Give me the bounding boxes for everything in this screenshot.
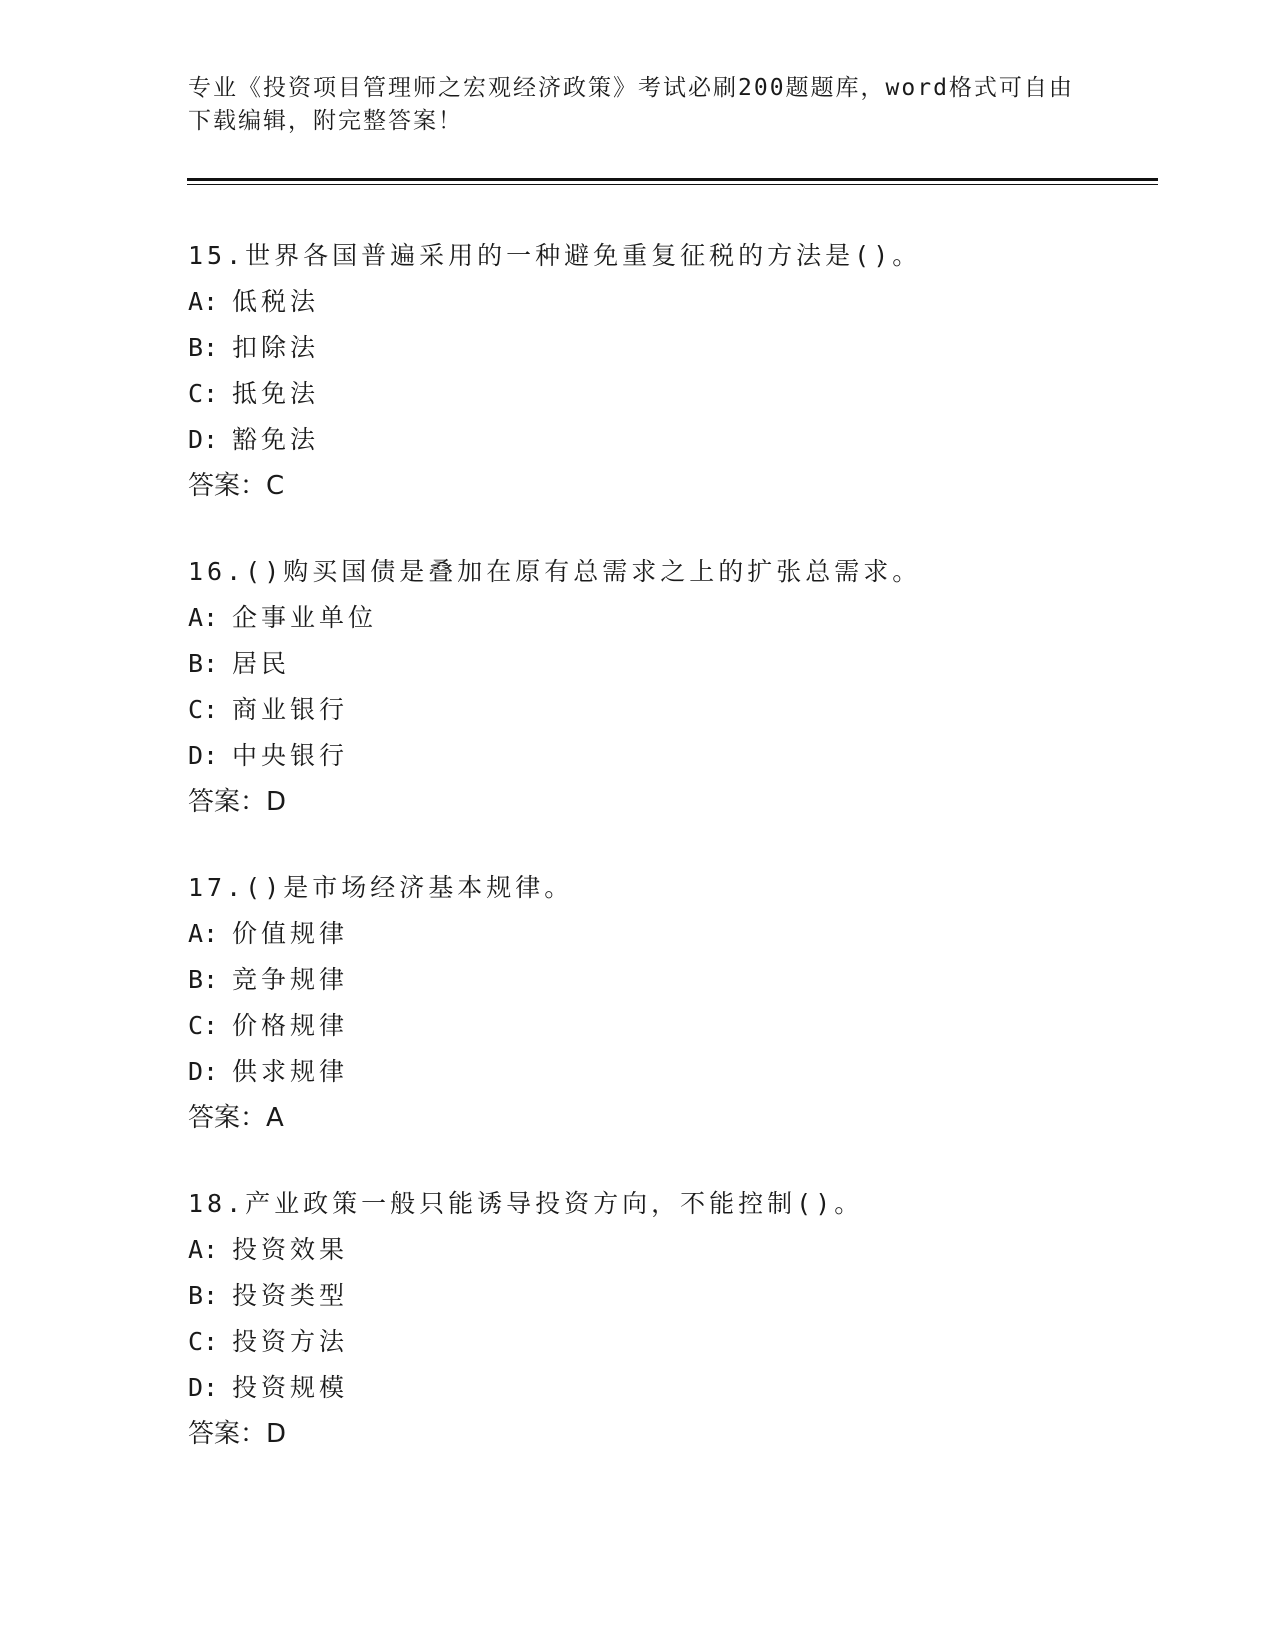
option-c	[188, 371, 1148, 417]
header-divider-thick	[187, 178, 1158, 181]
option-key: D:	[188, 1373, 219, 1402]
question-block-16	[188, 549, 1148, 825]
option-d	[188, 1049, 1148, 1095]
option-text: 企事业单位	[232, 603, 378, 632]
option-text: 价格规律	[232, 1011, 349, 1040]
option-text: 投资方法	[232, 1327, 349, 1356]
question-stem: 16.()购买国债是叠加在原有总需求之上的扩张总需求。	[188, 557, 922, 586]
option-a	[188, 911, 1148, 957]
option-key: C:	[188, 379, 219, 408]
header-line-2: 下载编辑，附完整答案！	[188, 108, 463, 134]
option-text: 价值规律	[232, 919, 349, 948]
header-divider-thin	[187, 184, 1158, 185]
option-key: B:	[188, 965, 219, 994]
option-d	[188, 733, 1148, 779]
question-stem: 18.产业政策一般只能诱导投资方向，不能控制()。	[188, 1189, 864, 1218]
answer-line: 答案：A	[188, 1103, 284, 1133]
option-c	[188, 687, 1148, 733]
option-key: B:	[188, 333, 219, 362]
option-text: 豁免法	[232, 425, 320, 454]
option-d	[188, 1365, 1148, 1411]
option-b	[188, 1273, 1148, 1319]
option-key: D:	[188, 1057, 219, 1086]
option-text: 竞争规律	[232, 965, 349, 994]
option-key: B:	[188, 1281, 219, 1310]
option-key: D:	[188, 741, 219, 770]
option-b	[188, 957, 1148, 1003]
document-header	[188, 72, 1088, 138]
option-text: 扣除法	[232, 333, 320, 362]
answer-line: 答案：C	[188, 471, 285, 501]
option-key: B:	[188, 649, 219, 678]
option-d	[188, 417, 1148, 463]
option-key: A:	[188, 919, 219, 948]
option-text: 投资效果	[232, 1235, 349, 1264]
question-block-15	[188, 233, 1148, 509]
question-block-17	[188, 865, 1148, 1141]
option-text: 中央银行	[232, 741, 349, 770]
option-key: D:	[188, 425, 219, 454]
option-key: C:	[188, 1011, 219, 1040]
answer-line: 答案：D	[188, 787, 287, 817]
question-block-18	[188, 1181, 1148, 1457]
option-a	[188, 279, 1148, 325]
option-c	[188, 1003, 1148, 1049]
option-b	[188, 641, 1148, 687]
option-key: A:	[188, 287, 219, 316]
option-text: 低税法	[232, 287, 320, 316]
option-text: 投资类型	[232, 1281, 349, 1310]
option-key: A:	[188, 603, 219, 632]
option-key: C:	[188, 695, 219, 724]
option-a	[188, 1227, 1148, 1273]
option-key: C:	[188, 1327, 219, 1356]
option-b	[188, 325, 1148, 371]
header-line-1: 专业《投资项目管理师之宏观经济政策》考试必刷200题题库，word格式可自由	[188, 75, 1074, 101]
option-text: 商业银行	[232, 695, 349, 724]
option-c	[188, 1319, 1148, 1365]
option-text: 抵免法	[232, 379, 320, 408]
option-a	[188, 595, 1148, 641]
option-text: 投资规模	[232, 1373, 349, 1402]
question-stem: 17.()是市场经济基本规律。	[188, 873, 574, 902]
question-stem: 15.世界各国普遍采用的一种避免重复征税的方法是()。	[188, 241, 922, 270]
option-key: A:	[188, 1235, 219, 1264]
option-text: 居民	[232, 649, 291, 678]
option-text: 供求规律	[232, 1057, 349, 1086]
answer-line: 答案：D	[188, 1419, 287, 1449]
